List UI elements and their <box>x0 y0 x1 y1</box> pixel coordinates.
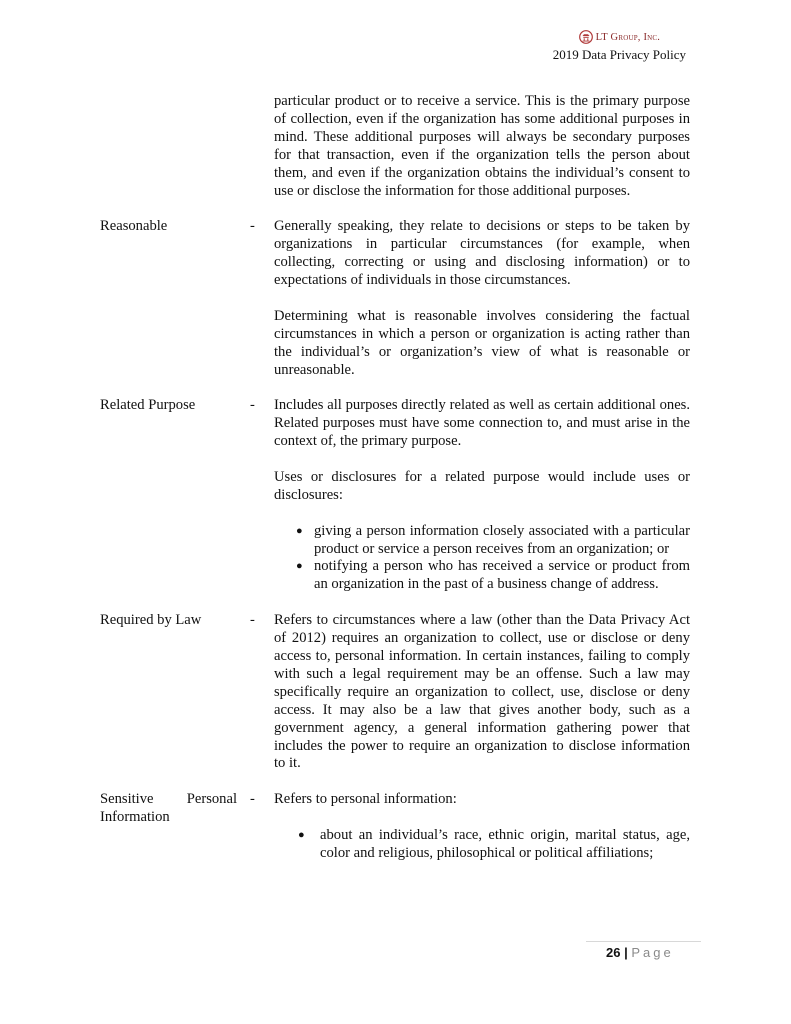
bullet-list <box>274 523 690 595</box>
definition-related-purpose <box>100 397 690 594</box>
document-body <box>100 93 690 863</box>
definition-paragraph: Generally speaking, they relate to decisions or steps to be taken by organizations in particular circumstances (for example, when collecting, correcting or using and disclosing information) or to expectations of individuals in those circumstances. <box>274 218 690 289</box>
definition-sensitive-personal-information <box>100 791 690 863</box>
definition-term: Required by Law <box>100 612 202 629</box>
document-title: 2019 Data Privacy Policy <box>552 47 686 62</box>
definition-reasonable <box>100 218 690 379</box>
intro-continuation: particular product or to receive a service. This is the primary purpose of collection, even if the organization has some additional purposes in mind. These additional purposes will always be secondary purposes for that transaction, even if the organization tells the person about them, and even if the organization obtains the individual’s consent to use or disclose the information for those additional purposes. <box>274 93 690 199</box>
lt-group-logo-icon <box>579 30 593 44</box>
page-label: Page <box>631 945 674 960</box>
definition-term: Sensitive Personal Information <box>100 791 237 826</box>
page-separator: | <box>624 945 628 960</box>
company-name: LT Group, Inc. <box>595 31 661 43</box>
company-logo <box>553 28 686 46</box>
page-number-value: 26 <box>606 945 621 960</box>
bullet-list <box>274 827 690 863</box>
definition-dash: - <box>250 612 255 629</box>
definition-term: Reasonable <box>100 218 168 235</box>
page-footer <box>586 941 701 960</box>
bullet-item: ● giving a person information closely associated with a particular product or service a person receives from an organization; or <box>294 523 690 559</box>
definition-paragraph: Refers to circumstances where a law (other than the Data Privacy Act of 2012) requires an organization to collect, use or disclose or deny access to, personal information. In certain instances, failing to comply with such a legal requirement may be an offense. Such a law may specifically require an organization to collect, use, disclose or deny access. It may also be a law that gives another body, such as a government agency, a general information gathering power that includes the power to require an organization to disclose information to it. <box>274 612 690 772</box>
definition-paragraph: Uses or disclosures for a related purpose would include uses or disclosures: <box>274 468 690 503</box>
definition-body <box>274 791 690 863</box>
definition-paragraph: Determining what is reasonable involves considering the factual circumstances in which a person or organization is acting rather than the individual’s or organization’s view of what is reasonable or unreasonable. <box>274 307 690 378</box>
definition-body <box>274 218 690 379</box>
definition-body <box>274 612 690 773</box>
definition-required-by-law <box>100 612 690 773</box>
definition-dash: - <box>250 791 255 808</box>
definition-paragraph: Includes all purposes directly related as well as certain additional ones. Related purposes must have some connection to, and must arise in the context of, the primary purpose. <box>274 397 690 450</box>
footer-divider <box>586 941 701 942</box>
bullet-item: ● about an individual’s race, ethnic origin, marital status, age, color and religious, philosophical or political affiliations; <box>296 827 690 863</box>
definition-body <box>274 397 690 594</box>
definition-dash: - <box>250 397 255 414</box>
definition-dash: - <box>250 218 255 235</box>
page-header <box>553 28 686 63</box>
page-number <box>586 945 701 960</box>
definition-paragraph: Refers to personal information: <box>274 791 457 808</box>
definition-term: Related Purpose <box>100 397 196 414</box>
bullet-item: ● notifying a person who has received a service or product from an organization in the past of a business change of address. <box>294 558 690 594</box>
